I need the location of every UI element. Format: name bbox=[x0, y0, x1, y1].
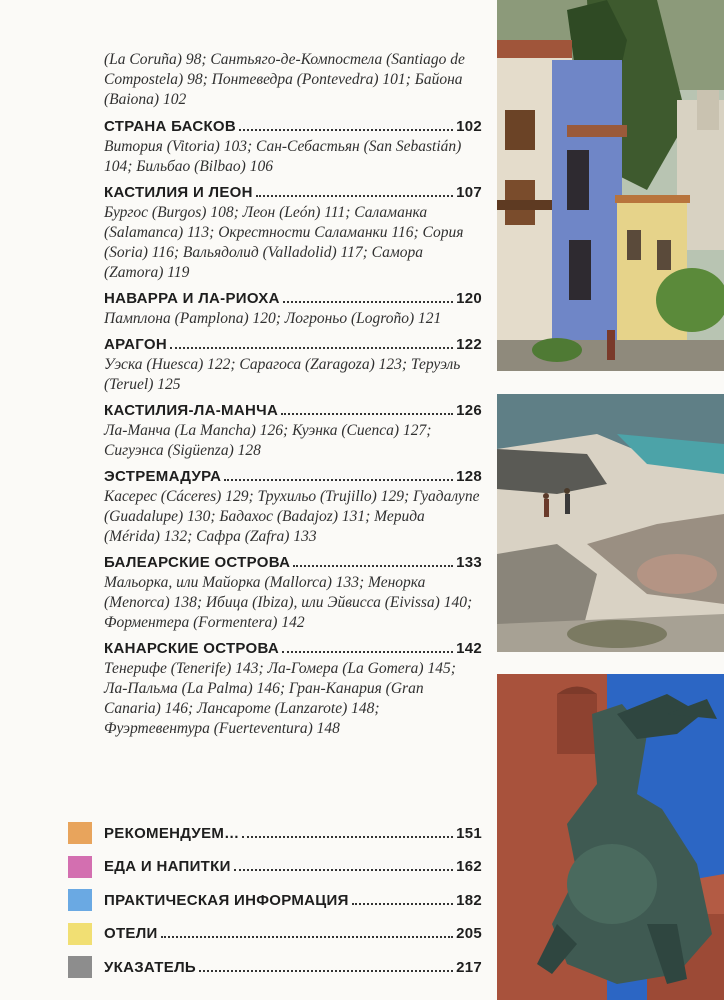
dot-leader bbox=[352, 903, 453, 905]
section-heading[interactable] bbox=[104, 638, 482, 659]
section-page: 107 bbox=[456, 184, 482, 201]
toc-section bbox=[104, 288, 482, 329]
section-subentries: Бургос (Burgos) 108; Леон (León) 111; Саламанка (Salamanca) 113; Окрестности Саламанки 116; Сория (Soria) 116; Вальядолид (Valladolid) 117; Самора (Zamora) 119 bbox=[104, 204, 464, 281]
dot-leader bbox=[170, 347, 453, 349]
section-page: 126 bbox=[456, 402, 482, 419]
section-title: НАВАРРА И ЛА-РИОХА bbox=[104, 290, 280, 307]
beach-photo bbox=[497, 394, 724, 652]
table-of-contents bbox=[104, 50, 482, 744]
reference-entry[interactable] bbox=[68, 889, 482, 911]
toc-section bbox=[104, 552, 482, 633]
dot-leader bbox=[293, 565, 453, 567]
section-heading[interactable] bbox=[104, 552, 482, 573]
reference-entry[interactable] bbox=[68, 856, 482, 878]
section-subentries: Уэска (Huesca) 122; Сарагоса (Zaragoza) 123; Теруэль (Teruel) 125 bbox=[104, 356, 461, 393]
section-subentries: Тенерифе (Tenerife) 143; Ла-Гомера (La Gomera) 145; Ла-Пальма (La Palma) 146; Гран-Канария (Gran Canaria) 146; Лансароте (Lanzarote) 148; Фуэртевентура (Fuerteventura) 148 bbox=[104, 660, 456, 737]
section-subentries: Ла-Манча (La Mancha) 126; Куэнка (Cuenca) 127; Сигуэнса (Sigüenza) 128 bbox=[104, 422, 432, 459]
dot-leader bbox=[161, 936, 453, 938]
section-page: 122 bbox=[456, 336, 482, 353]
section-page: 217 bbox=[456, 958, 482, 976]
section-heading[interactable] bbox=[104, 116, 482, 137]
section-title: КАСТИЛИЯ И ЛЕОН bbox=[104, 184, 253, 201]
section-page: 151 bbox=[456, 824, 482, 842]
dot-leader bbox=[234, 869, 453, 871]
section-title: СТРАНА БАСКОВ bbox=[104, 118, 237, 135]
color-tab-icon bbox=[68, 856, 92, 878]
toc-section bbox=[104, 116, 482, 177]
section-subentries: Мальорка, или Майорка (Mallorca) 133; Менорка (Menorca) 138; Ибица (Ibiza), или Эйвисса (Eivissa) 140; Форментера (Formentera) 142 bbox=[104, 574, 473, 631]
section-subentries: Витория (Vitoria) 103; Сан-Себастьян (San Sebastián) 104; Бильбао (Bilbao) 106 bbox=[104, 138, 462, 175]
section-subentries: Памплона (Pamplona) 120; Логроньо (Logroño) 121 bbox=[104, 310, 442, 327]
section-title: КАСТИЛИЯ-ЛА-МАНЧА bbox=[104, 402, 279, 419]
dot-leader bbox=[281, 413, 453, 415]
section-page: 120 bbox=[456, 290, 482, 307]
section-title: АРАГОН bbox=[104, 336, 167, 353]
dot-leader bbox=[224, 479, 453, 481]
toc-section bbox=[104, 400, 482, 461]
section-heading[interactable] bbox=[104, 334, 482, 355]
reference-entry[interactable] bbox=[68, 822, 482, 844]
dot-leader bbox=[239, 129, 453, 131]
section-heading[interactable] bbox=[104, 466, 482, 487]
color-tab-icon bbox=[68, 923, 92, 945]
section-title: ОТЕЛИ bbox=[104, 925, 158, 943]
section-title: БАЛЕАРСКИЕ ОСТРОВА bbox=[104, 554, 291, 571]
section-page: 142 bbox=[456, 640, 482, 657]
section-heading[interactable] bbox=[104, 288, 482, 309]
town-street-photo bbox=[497, 0, 724, 371]
equestrian-statue-photo bbox=[497, 674, 724, 1000]
reference-sections bbox=[68, 822, 482, 990]
section-title: ЭСТРЕМАДУРА bbox=[104, 468, 222, 485]
color-tab-icon bbox=[68, 956, 92, 978]
section-page: 133 bbox=[456, 554, 482, 571]
section-heading[interactable] bbox=[104, 182, 482, 203]
dot-leader bbox=[199, 970, 453, 972]
section-page: 128 bbox=[456, 468, 482, 485]
color-tab-icon bbox=[68, 889, 92, 911]
section-page: 205 bbox=[456, 925, 482, 943]
section-title: КАНАРСКИЕ ОСТРОВА bbox=[104, 640, 280, 657]
dot-leader bbox=[283, 301, 453, 303]
section-page: 102 bbox=[456, 118, 482, 135]
section-page: 182 bbox=[456, 891, 482, 909]
color-tab-icon bbox=[68, 822, 92, 844]
dot-leader bbox=[282, 651, 453, 653]
dot-leader bbox=[256, 195, 453, 197]
reference-entry[interactable] bbox=[68, 923, 482, 945]
section-title: РЕКОМЕНДУЕМ… bbox=[104, 824, 240, 842]
toc-section bbox=[104, 638, 482, 739]
dot-leader bbox=[242, 836, 453, 838]
toc-section bbox=[104, 182, 482, 283]
section-title: УКАЗАТЕЛЬ bbox=[104, 958, 196, 976]
section-heading[interactable] bbox=[104, 400, 482, 421]
section-subentries: Касерес (Cáceres) 129; Трухильо (Trujillo) 129; Гуадалупе (Guadalupe) 130; Бадахос (Badajoz) 131; Мерида (Mérida) 132; Сафра (Zafra) 133 bbox=[104, 488, 480, 545]
toc-section bbox=[104, 466, 482, 547]
section-page: 162 bbox=[456, 858, 482, 876]
toc-continuation: (La Coruña) 98; Сантьяго-де-Компостела (Santiago de Compostela) 98; Понтеведра (Pontevedra) 101; Байона (Baiona) 102 bbox=[104, 51, 465, 108]
section-title: ЕДА И НАПИТКИ bbox=[104, 858, 231, 876]
reference-entry[interactable] bbox=[68, 956, 482, 978]
section-title: ПРАКТИЧЕСКАЯ ИНФОРМАЦИЯ bbox=[104, 891, 349, 909]
toc-section bbox=[104, 334, 482, 395]
